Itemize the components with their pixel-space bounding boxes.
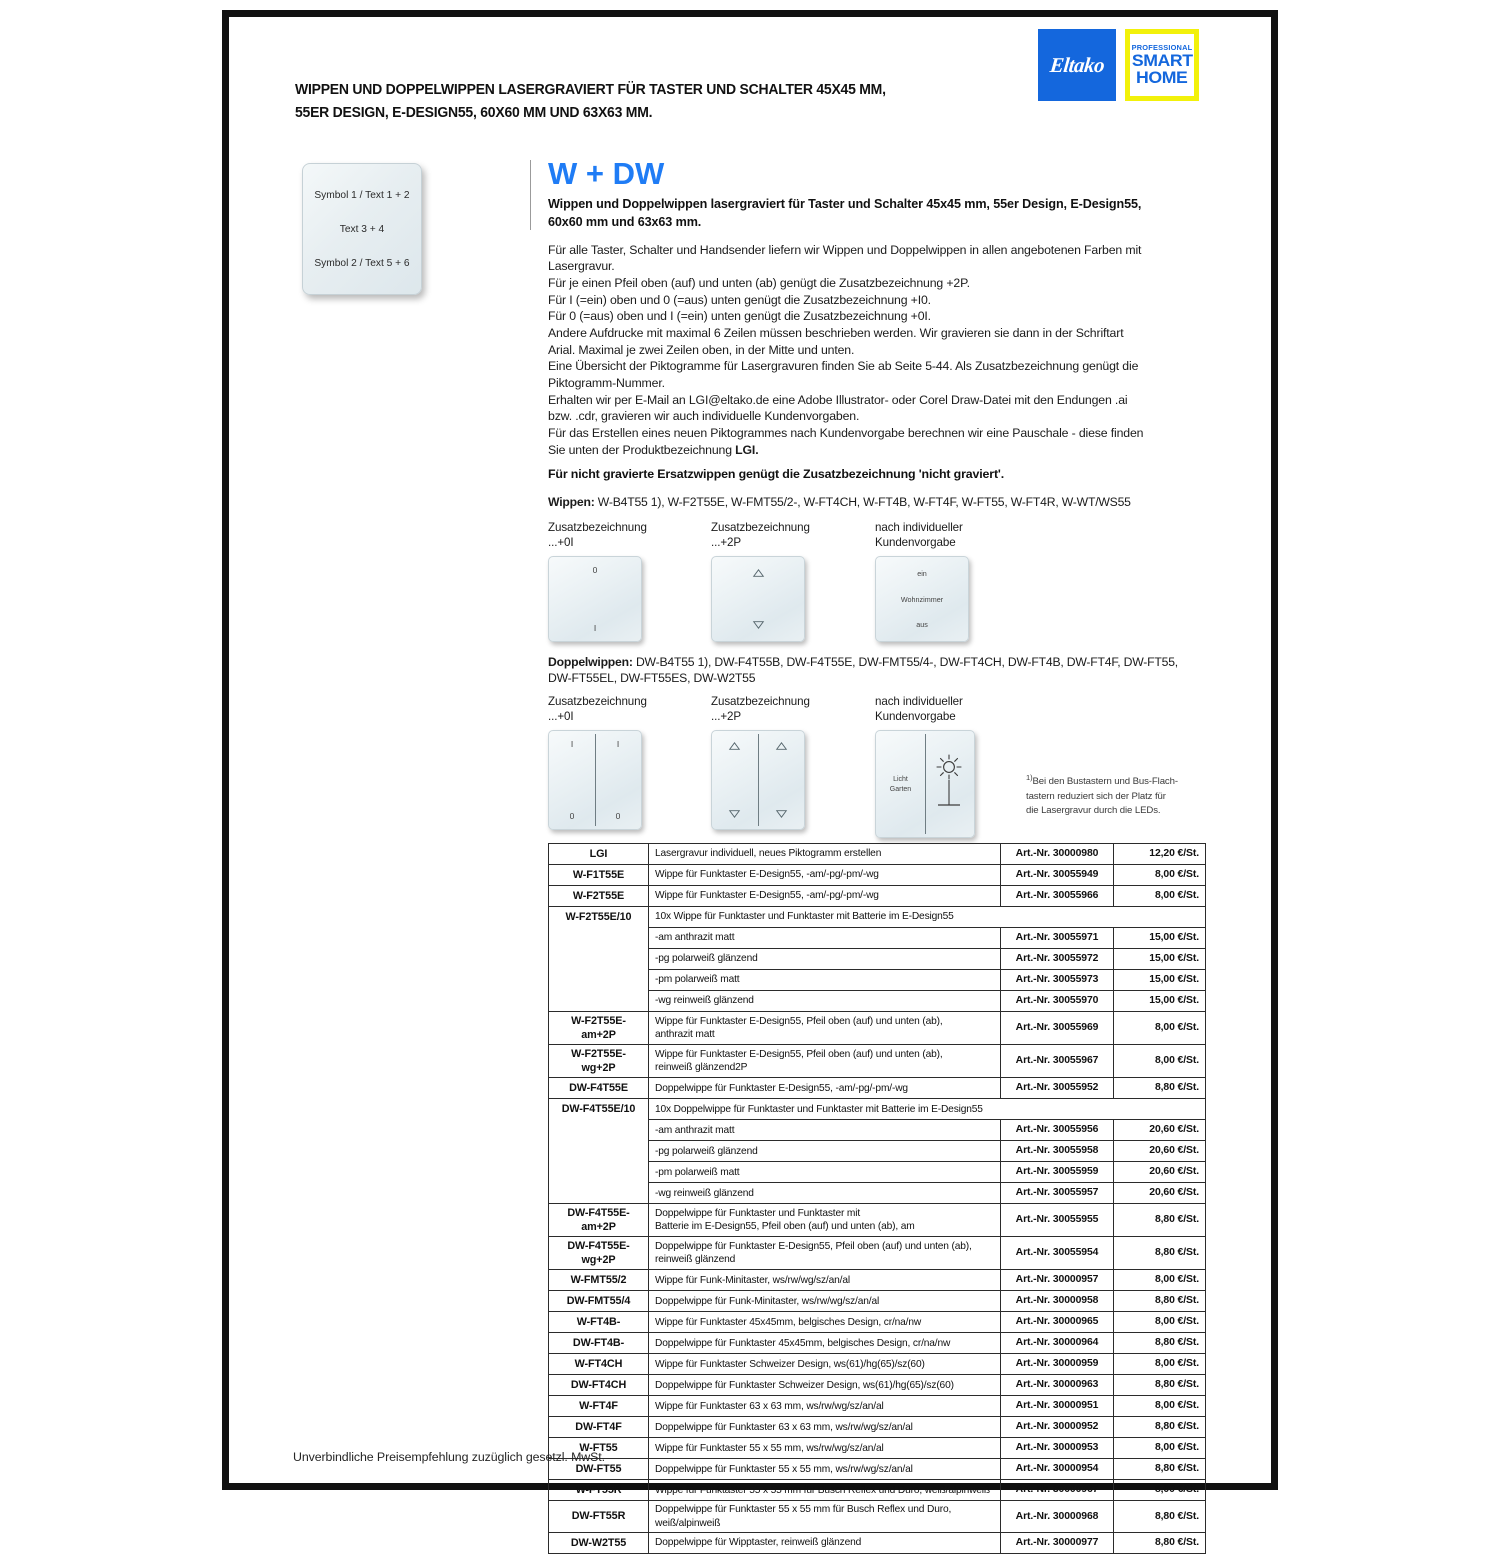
cell-description: -am anthrazit matt — [649, 928, 1001, 949]
badge-line-home: HOME — [1136, 68, 1188, 88]
footnote-line-3: die Lasergravur durch die LEDs. — [1026, 804, 1161, 816]
cell-product-code: DW-F4T55E- wg+2P — [549, 1237, 649, 1270]
wippen-custom-caption-line-1: nach individueller — [875, 520, 963, 534]
cell-product-code — [549, 1141, 649, 1162]
cell-price: 8,80 €/St. — [1114, 1375, 1206, 1396]
arrow-down-icon — [729, 810, 740, 818]
cell-product-code — [549, 949, 649, 970]
wippen-2p-caption-line-1: Zusatzbezeichnung — [711, 520, 810, 534]
description-line-10: bzw. .cdr, gravieren wir auch individuelle Kundenvorgaben. — [548, 409, 860, 424]
sample-rocker-line-1: Symbol 1 / Text 1 + 2 — [314, 189, 410, 201]
cell-product-code: DW-F4T55E/10 — [549, 1099, 649, 1120]
cell-article-number: Art.-Nr. 30000953 — [1001, 1438, 1114, 1459]
description-line-9: Erhalten wir per E-Mail an LGI@eltako.de eine Adobe Illustrator- oder Corel Draw-Datei mit den Endungen .ai — [548, 392, 1128, 407]
doppelwippen-list-line-1: DW-B4T55 1), DW-F4T55B, DW-F4T55E, DW-FMT55/4-, DW-FT4CH, DW-FT4B, DW-FT4F, DW-FT55, — [635, 654, 1178, 669]
wippen-specimen-row — [548, 520, 1208, 648]
cell-price: 8,80 €/St. — [1114, 1291, 1206, 1312]
cell-article-number: Art.-Nr. 30055954 — [1001, 1237, 1114, 1270]
cell-article-number: Art.-Nr. 30000977 — [1001, 1532, 1114, 1553]
lamp-icon — [930, 753, 968, 813]
cell-article-number: Art.-Nr. 30055957 — [1001, 1183, 1114, 1204]
cell-product-code — [549, 1120, 649, 1141]
cell-description: Doppelwippe für Funktaster 45x45mm, belgisches Design, cr/na/nw — [649, 1333, 1001, 1354]
cell-description: Wippe für Funktaster 63 x 63 mm, ws/rw/wg/sz/an/al — [649, 1396, 1001, 1417]
dw-0i-caption-line-1: Zusatzbezeichnung — [548, 695, 647, 709]
cell-description: Wippe für Funktaster E-Design55, Pfeil oben (auf) und unten (ab), anthrazit matt — [649, 1012, 1001, 1045]
footnote-line-2: tastern reduziert sich der Platz für — [1026, 790, 1166, 802]
eltako-wordmark — [1038, 29, 1116, 101]
cell-price: 8,80 €/St. — [1114, 1501, 1206, 1533]
eltako-brand-text: Eltako — [1048, 52, 1106, 77]
cell-product-code — [549, 1162, 649, 1183]
cell-price: 8,80 €/St. — [1114, 1417, 1206, 1438]
cell-product-code: W-F1T55E — [549, 865, 649, 886]
cell-price: 8,00 €/St. — [1114, 1354, 1206, 1375]
table-row — [549, 1270, 1206, 1291]
cell-article-number: Art.-Nr. 30055959 — [1001, 1162, 1114, 1183]
wippen-series-line — [548, 494, 1208, 511]
cell-article-number: Art.-Nr. 30055956 — [1001, 1120, 1114, 1141]
wippen-custom-caption — [875, 520, 969, 551]
description-line-4: Für 0 (=aus) oben und I (=ein) unten genügt die Zusatzbezeichnung +0I. — [548, 309, 931, 324]
arrow-down-icon — [776, 810, 787, 818]
table-row — [549, 1375, 1206, 1396]
cell-description: -pg polarweiß glänzend — [649, 1141, 1001, 1162]
product-description — [548, 242, 1208, 459]
table-row — [549, 1333, 1206, 1354]
table-row — [549, 1354, 1206, 1375]
sample-rocker-line-3: Symbol 2 / Text 5 + 6 — [314, 257, 410, 269]
cell-description: -pm polarweiß matt — [649, 970, 1001, 991]
cell-product-code: DW-FMT55/4 — [549, 1291, 649, 1312]
wippen-specimen-2p — [711, 520, 810, 642]
cell-article-number: Art.-Nr. 30055971 — [1001, 928, 1114, 949]
cell-product-code — [549, 928, 649, 949]
sample-rocker-line-2: Text 3 + 4 — [339, 223, 385, 235]
table-row — [549, 907, 1206, 928]
table-row — [549, 1291, 1206, 1312]
cell-description: Doppelwippe für Funktaster 55 x 55 mm für Busch Reflex und Duro, weiß/alpinweiß — [649, 1501, 1001, 1533]
table-row — [549, 1237, 1206, 1270]
cell-article-number: Art.-Nr. 30055958 — [1001, 1141, 1114, 1162]
arrow-down-icon — [753, 621, 764, 629]
table-row — [549, 1501, 1206, 1533]
wippen-specimen-custom — [875, 520, 969, 642]
wippen-specimen-0i — [548, 520, 647, 642]
cell-article-number: Art.-Nr. 30055966 — [1001, 886, 1114, 907]
dw-2p-caption-line-1: Zusatzbezeichnung — [711, 695, 810, 709]
rocker-split-divider — [758, 734, 759, 826]
cell-price: 20,60 €/St. — [1114, 1141, 1206, 1162]
description-line-5: Andere Aufdrucke mit maximal 6 Zeilen müssen beschrieben werden. Wir gravieren sie dann in der Schriftart — [548, 326, 1124, 341]
wippen-0i-caption — [548, 520, 647, 551]
cell-description: -am anthrazit matt — [649, 1120, 1001, 1141]
doppelwippen-specimen-custom — [875, 694, 975, 838]
cell-price: 12,20 €/St. — [1114, 844, 1206, 865]
cell-description: Doppelwippe für Funk-Minitaster, ws/rw/wg/sz/an/al — [649, 1291, 1001, 1312]
wippen-2p-caption-line-2: ...+2P — [711, 536, 742, 550]
cell-price: 8,00 €/St. — [1114, 1045, 1206, 1078]
cell-description: 10x Doppelwippe für Funktaster und Funktaster mit Batterie im E-Design55 — [649, 1099, 1206, 1120]
cell-description: Lasergravur individuell, neues Piktogramm erstellen — [649, 844, 1001, 865]
cell-price: 8,00 €/St. — [1114, 1270, 1206, 1291]
cell-product-code — [549, 1183, 649, 1204]
product-heading: W + DW — [548, 156, 665, 191]
cell-product-code: W-FT4CH — [549, 1354, 649, 1375]
cell-description: -wg reinweiß glänzend — [649, 1183, 1001, 1204]
dw-custom-caption-line-1: nach individueller — [875, 695, 963, 709]
cell-description: 10x Wippe für Funktaster und Funktaster mit Batterie im E-Design55 — [649, 907, 1206, 928]
cell-description: Doppelwippe für Funktaster und Funktaster mit Batterie im E-Design55, Pfeil oben (auf) und unten (ab), am — [649, 1204, 1001, 1237]
cell-article-number: Art.-Nr. 30000954 — [1001, 1459, 1114, 1480]
cell-description: Wippe für Funktaster 55 x 55 mm für Busch Reflex und Duro, weiß/alpinweiß — [649, 1480, 1001, 1501]
cell-product-code: DW-F4T55E- am+2P — [549, 1204, 649, 1237]
cell-article-number: Art.-Nr. 30055949 — [1001, 865, 1114, 886]
table-row — [549, 970, 1206, 991]
cell-price: 8,00 €/St. — [1114, 1312, 1206, 1333]
rocker-single-custom — [875, 556, 969, 642]
table-row — [549, 1012, 1206, 1045]
cell-price: 8,00 €/St. — [1114, 1438, 1206, 1459]
rocker-glyph-zero: 0 — [592, 564, 598, 575]
table-row — [549, 1120, 1206, 1141]
description-line-3: Für I (=ein) oben und 0 (=aus) unten genügt die Zusatzbezeichnung +I0. — [548, 292, 931, 307]
cell-price: 15,00 €/St. — [1114, 949, 1206, 970]
rocker-text-wohnzimmer: Wohnzimmer — [900, 594, 944, 604]
table-row — [549, 1045, 1206, 1078]
dw-glyph-top-left: I — [570, 738, 574, 749]
table-row — [549, 1141, 1206, 1162]
table-row — [549, 1312, 1206, 1333]
wippen-2p-caption — [711, 520, 810, 551]
cell-product-code: W-F2T55E — [549, 886, 649, 907]
page-title-line-2: 55ER DESIGN, E-DESIGN55, 60X60 MM UND 63X63 MM. — [295, 104, 653, 122]
table-row — [549, 1438, 1206, 1459]
cell-product-code — [549, 991, 649, 1012]
cell-description: -wg reinweiß glänzend — [649, 991, 1001, 1012]
rocker-single-0i — [548, 556, 642, 642]
cell-description: -pm polarweiß matt — [649, 1162, 1001, 1183]
cell-price: 15,00 €/St. — [1114, 928, 1206, 949]
wippen-0i-caption-line-1: Zusatzbezeichnung — [548, 520, 647, 534]
description-line-2: Für je einen Pfeil oben (auf) und unten (ab) genügt die Zusatzbezeichnung +2P. — [548, 276, 970, 291]
cell-article-number: Art.-Nr. 30055972 — [1001, 949, 1114, 970]
table-row — [549, 1480, 1206, 1501]
cell-description: Wippe für Funktaster E-Design55, -am/-pg/-pm/-wg — [649, 886, 1001, 907]
cell-price: 8,00 €/St. — [1114, 865, 1206, 886]
cell-product-code: DW-F4T55E — [549, 1078, 649, 1099]
cell-article-number: Art.-Nr. 30000968 — [1001, 1501, 1114, 1533]
cell-price: 20,60 €/St. — [1114, 1183, 1206, 1204]
arrow-up-icon — [729, 742, 740, 750]
description-line-1: Für alle Taster, Schalter und Handsender liefern wir Wippen und Doppelwippen in allen angebotenen Farben mit Lasergravur. — [548, 242, 1142, 274]
cell-price: 8,80 €/St. — [1114, 1078, 1206, 1099]
rocker-split-divider — [925, 734, 926, 834]
cell-product-code: W-F2T55E- am+2P — [549, 1012, 649, 1045]
cell-article-number: Art.-Nr. 30000964 — [1001, 1333, 1114, 1354]
cell-article-number: Art.-Nr. 30000967 — [1001, 1480, 1114, 1501]
cell-price: 8,00 €/St. — [1114, 1396, 1206, 1417]
cell-article-number: Art.-Nr. 30000963 — [1001, 1375, 1114, 1396]
product-subtitle-line-2: 60x60 mm und 63x63 mm. — [548, 214, 702, 229]
table-row — [549, 928, 1206, 949]
cell-article-number: Art.-Nr. 30000958 — [1001, 1291, 1114, 1312]
cell-price: 8,80 €/St. — [1114, 1532, 1206, 1553]
cell-product-code — [549, 970, 649, 991]
table-row — [549, 991, 1206, 1012]
cell-description: Wippe für Funktaster E-Design55, Pfeil oben (auf) und unten (ab), reinweiß glänzend2P — [649, 1045, 1001, 1078]
cell-article-number: Art.-Nr. 30000951 — [1001, 1396, 1114, 1417]
cell-price: 8,00 €/St. — [1114, 1480, 1206, 1501]
cell-product-code: W-FT55R — [549, 1480, 649, 1501]
table-row — [549, 865, 1206, 886]
rocker-single-2p — [711, 556, 805, 642]
dw-custom-caption-line-2: Kundenvorgabe — [875, 710, 956, 724]
cell-description: Wippe für Funktaster 45x45mm, belgisches Design, cr/na/nw — [649, 1312, 1001, 1333]
cell-article-number: Art.-Nr. 30055952 — [1001, 1078, 1114, 1099]
sample-rocker-illustration — [302, 163, 422, 295]
rocker-double-0i — [548, 730, 642, 830]
cell-product-code: DW-FT4CH — [549, 1375, 649, 1396]
product-subtitle — [548, 196, 1208, 232]
heading-divider-rule — [530, 160, 531, 230]
cell-article-number: Art.-Nr. 30000980 — [1001, 844, 1114, 865]
cell-price: 8,80 €/St. — [1114, 1459, 1206, 1480]
cell-article-number: Art.-Nr. 30055970 — [1001, 991, 1114, 1012]
table-row — [549, 1099, 1206, 1120]
footnote-marker: 1) — [1026, 773, 1033, 782]
doppelwippen-list-line-2: DW-FT55EL, DW-FT55ES, DW-W2T55 — [548, 671, 756, 686]
cell-description: Doppelwippe für Funktaster E-Design55, -am/-pg/-pm/-wg — [649, 1078, 1001, 1099]
doppelwippen-series-line — [548, 654, 1208, 687]
price-table — [548, 843, 1206, 1554]
cell-product-code: W-FT4B- — [549, 1312, 649, 1333]
table-row — [549, 1532, 1206, 1553]
rocker-glyph-one: I — [593, 622, 597, 633]
cell-price: 8,80 €/St. — [1114, 1333, 1206, 1354]
rocker-text-aus: aus — [916, 619, 928, 629]
cell-price: 8,80 €/St. — [1114, 1204, 1206, 1237]
badge-line-professional: PROFESSIONAL — [1131, 42, 1193, 52]
cell-article-number: Art.-Nr. 30000965 — [1001, 1312, 1114, 1333]
table-row — [549, 1183, 1206, 1204]
description-line-12: Sie unten der Produktbezeichnung LGI. — [548, 442, 759, 457]
rocker-double-2p — [711, 730, 805, 830]
cell-price: 8,80 €/St. — [1114, 1237, 1206, 1270]
badge-line-smart: SMART — [1131, 51, 1193, 71]
dw-glyph-top-right: I — [616, 738, 620, 749]
dw-text-garten: Garten — [889, 785, 912, 793]
cell-article-number: Art.-Nr. 30055955 — [1001, 1204, 1114, 1237]
cell-description: Doppelwippe für Funktaster E-Design55, Pfeil oben (auf) und unten (ab), reinweiß glänzend — [649, 1237, 1001, 1270]
cell-product-code: DW-FT55R — [549, 1501, 649, 1533]
cell-description: Doppelwippe für Funktaster 63 x 63 mm, ws/rw/wg/sz/an/al — [649, 1417, 1001, 1438]
dw-0i-caption — [548, 694, 647, 725]
wippen-label: Wippen: — [548, 495, 595, 510]
cell-price: 8,00 €/St. — [1114, 1012, 1206, 1045]
cell-article-number: Art.-Nr. 30055969 — [1001, 1012, 1114, 1045]
cell-price: 15,00 €/St. — [1114, 970, 1206, 991]
rocker-text-ein: ein — [917, 568, 927, 578]
table-row — [549, 1204, 1206, 1237]
cell-product-code: DW-FT55 — [549, 1459, 649, 1480]
cell-description: Doppelwippe für Funktaster 55 x 55 mm, ws/rw/wg/sz/an/al — [649, 1459, 1001, 1480]
cell-article-number: Art.-Nr. 30000959 — [1001, 1354, 1114, 1375]
cell-description: Wippe für Funktaster Schweizer Design, ws(61)/hg(65)/sz(60) — [649, 1354, 1001, 1375]
led-footnote — [1026, 772, 1206, 818]
table-row — [549, 844, 1206, 865]
cell-description: Wippe für Funktaster E-Design55, -am/-pg/-pm/-wg — [649, 865, 1001, 886]
description-line-7: Eine Übersicht der Piktogramme für Lasergravuren finden Sie ab Seite 5-44. Als Zusatzbezeichnung genügt die — [548, 359, 1139, 374]
footnote-line-1: Bei den Bustastern und Bus-Flach- — [1032, 776, 1178, 788]
wippen-custom-caption-line-2: Kundenvorgabe — [875, 536, 956, 550]
doppelwippen-specimen-2p — [711, 694, 810, 830]
wippen-0i-caption-line-2: ...+0I — [548, 536, 574, 550]
price-table-body — [549, 844, 1206, 1554]
table-row — [549, 1459, 1206, 1480]
dw-2p-caption — [711, 694, 810, 725]
cell-product-code: W-FT4F — [549, 1396, 649, 1417]
ungraviert-note: Für nicht gravierte Ersatzwippen genügt die Zusatzbezeichnung 'nicht graviert'. — [548, 467, 1005, 482]
cell-price: 8,00 €/St. — [1114, 886, 1206, 907]
main-content — [548, 158, 1208, 824]
table-row — [549, 949, 1206, 970]
footer-disclaimer: Unverbindliche Preisempfehlung zuzüglich gesetzl. MwSt. — [293, 1450, 605, 1464]
doppelwippen-label: Doppelwippen: — [548, 654, 633, 669]
cell-price: 20,60 €/St. — [1114, 1120, 1206, 1141]
dw-custom-caption — [875, 694, 975, 725]
table-row — [549, 1078, 1206, 1099]
cell-article-number: Art.-Nr. 30055973 — [1001, 970, 1114, 991]
eltako-logo — [1038, 29, 1203, 101]
cell-product-code: W-FT55 — [549, 1438, 649, 1459]
cell-product-code: LGI — [549, 844, 649, 865]
cell-article-number: Art.-Nr. 30000952 — [1001, 1417, 1114, 1438]
cell-price: 20,60 €/St. — [1114, 1162, 1206, 1183]
description-line-11: Für das Erstellen eines neuen Piktogrammes nach Kundenvorgabe berechnen wir eine Pauschale - diese finden — [548, 425, 1144, 440]
cell-article-number: Art.-Nr. 30055967 — [1001, 1045, 1114, 1078]
cell-product-code: W-F2T55E- wg+2P — [549, 1045, 649, 1078]
cell-description: Wippe für Funk-Minitaster, ws/rw/wg/sz/an/al — [649, 1270, 1001, 1291]
arrow-up-icon — [753, 569, 764, 577]
table-row — [549, 1417, 1206, 1438]
page-title-line-1: WIPPEN UND DOPPELWIPPEN LASERGRAVIERT FÜR TASTER UND SCHALTER 45X45 MM, — [295, 81, 886, 98]
dw-text-licht: Licht — [893, 775, 908, 783]
dw-glyph-bottom-right: 0 — [615, 810, 621, 821]
table-row — [549, 1396, 1206, 1417]
cell-article-number: Art.-Nr. 30000957 — [1001, 1270, 1114, 1291]
cell-description: -pg polarweiß glänzend — [649, 949, 1001, 970]
cell-product-code: W-FMT55/2 — [549, 1270, 649, 1291]
description-line-8: Piktogramm-Nummer. — [548, 376, 665, 390]
professional-smart-home-badge — [1125, 29, 1199, 101]
lgi-reference: LGI. — [735, 442, 759, 457]
cell-price: 15,00 €/St. — [1114, 991, 1206, 1012]
cell-product-code: DW-FT4B- — [549, 1333, 649, 1354]
dw-glyph-bottom-left: 0 — [569, 810, 575, 821]
rocker-double-custom — [875, 730, 975, 838]
table-row — [549, 886, 1206, 907]
product-subtitle-line-1: Wippen und Doppelwippen lasergraviert für Taster und Schalter 45x45 mm, 55er Design, E-Design55, — [548, 197, 1142, 211]
arrow-up-icon — [776, 742, 787, 750]
cell-product-code: W-F2T55E/10 — [549, 907, 649, 928]
cell-description: Wippe für Funktaster 55 x 55 mm, ws/rw/wg/sz/an/al — [649, 1438, 1001, 1459]
cell-description: Doppelwippe für Wipptaster, reinweiß glänzend — [649, 1532, 1001, 1553]
dw-0i-caption-line-2: ...+0I — [548, 710, 574, 724]
doppelwippen-specimen-0i — [548, 694, 647, 830]
wippen-list: W-B4T55 1), W-F2T55E, W-FMT55/2-, W-FT4CH, W-FT4B, W-FT4F, W-FT55, W-FT4R, W-WT/WS55 — [597, 495, 1131, 510]
cell-product-code: DW-W2T55 — [549, 1532, 649, 1553]
dw-2p-caption-line-2: ...+2P — [711, 710, 742, 724]
cell-description: Doppelwippe für Funktaster Schweizer Design, ws(61)/hg(65)/sz(60) — [649, 1375, 1001, 1396]
page-title — [295, 78, 939, 124]
description-line-6: Arial. Maximal je zwei Zeilen oben, in der Mitte und unten. — [548, 342, 855, 357]
table-row — [549, 1162, 1206, 1183]
cell-product-code: DW-FT4F — [549, 1417, 649, 1438]
